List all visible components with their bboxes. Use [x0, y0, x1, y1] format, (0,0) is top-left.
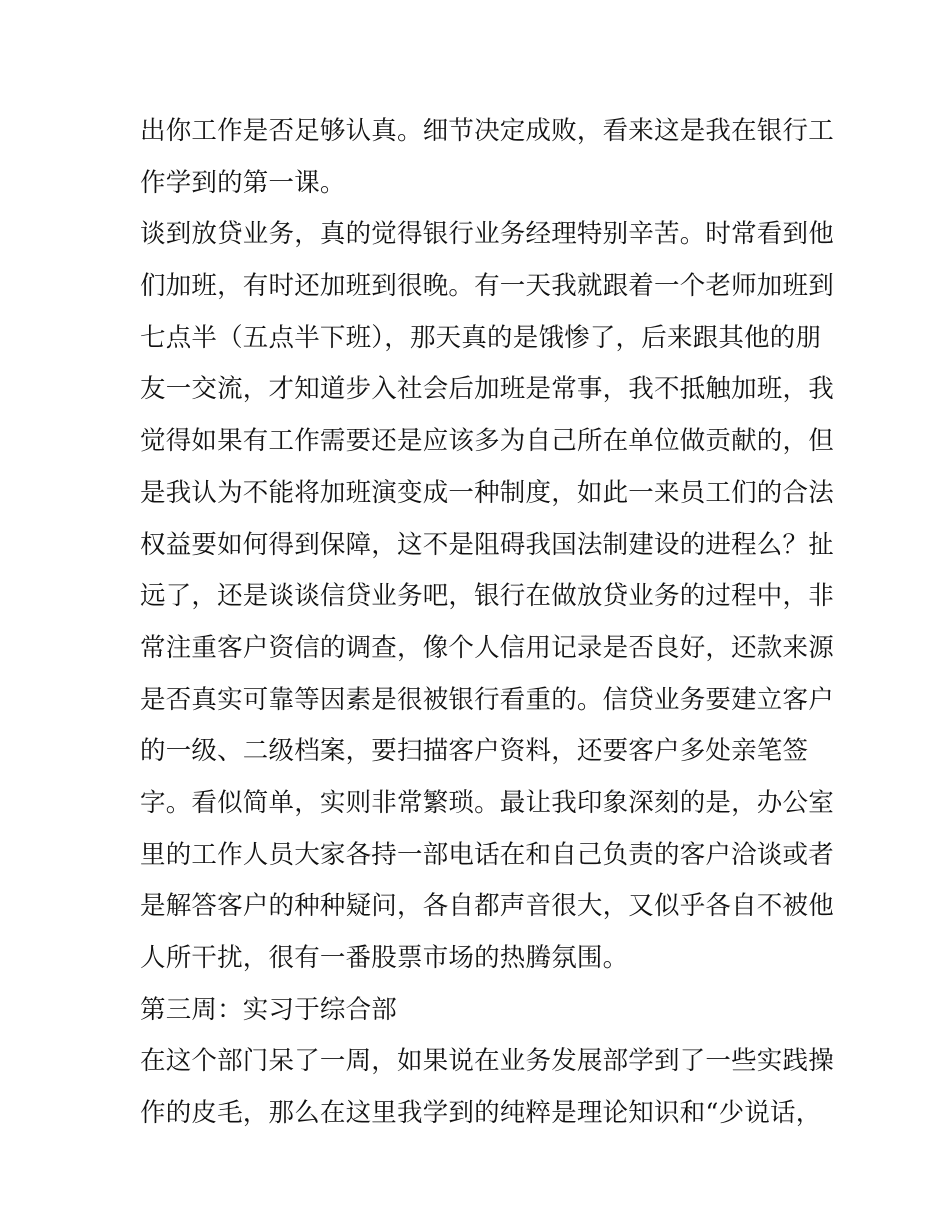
text-line: 是解答客户的种种疑问，各自都声音很大，又似乎各自不被他: [140, 891, 834, 922]
text-line: 权益要如何得到保障，这不是阻碍我国法制建设的进程么？扯: [140, 529, 834, 560]
text-line: 是否真实可靠等因素是很被银行看重的。信贷业务要建立客户: [140, 684, 834, 715]
text-line: 觉得如果有工作需要还是应该多为自己所在单位做贡献的，但: [140, 426, 834, 457]
text-line: 远了，还是谈谈信贷业务吧，银行在做放贷业务的过程中，非: [140, 581, 834, 612]
text-line: 是我认为不能将加班演变成一种制度，如此一来员工们的合法: [140, 477, 834, 508]
text-line: 在这个部门呆了一周，如果说在业务发展部学到了一些实践操: [140, 1046, 834, 1077]
text-line: 们加班，有时还加班到很晚。有一天我就跟着一个老师加班到: [140, 271, 834, 302]
section-heading: 第三周：实习于综合部: [140, 994, 398, 1025]
text-line: 七点半（五点半下班），那天真的是饿惨了，后来跟其他的朋: [140, 322, 822, 353]
text-line: 出你工作是否足够认真。细节决定成败，看来这是我在银行工: [140, 116, 834, 146]
text-line: 作学到的第一课。: [140, 167, 346, 198]
text-line: 里的工作人员大家各持一部电话在和自己负责的客户洽谈或者: [140, 839, 834, 870]
text-line: 谈到放贷业务，真的觉得银行业务经理特别辛苦。时常看到他: [140, 219, 834, 250]
text-line: 友一交流，才知道步入社会后加班是常事，我不抵触加班，我: [140, 374, 834, 405]
text-line: 字。看似简单，实则非常繁琐。最让我印象深刻的是，办公室: [140, 787, 834, 818]
text-line: 作的皮毛，那么在这里我学到的纯粹是理论知识和“少说话，: [140, 1098, 822, 1129]
document-body: [140, 106, 834, 1140]
text-line: 人所干扰，很有一番股票市场的热腾氛围。: [140, 943, 629, 973]
text-line: 的一级、二级档案，要扫描客户资料，还要客户多处亲笔签: [140, 736, 809, 767]
text-line: 常注重客户资信的调查，像个人信用记录是否良好，还款来源: [140, 632, 834, 663]
